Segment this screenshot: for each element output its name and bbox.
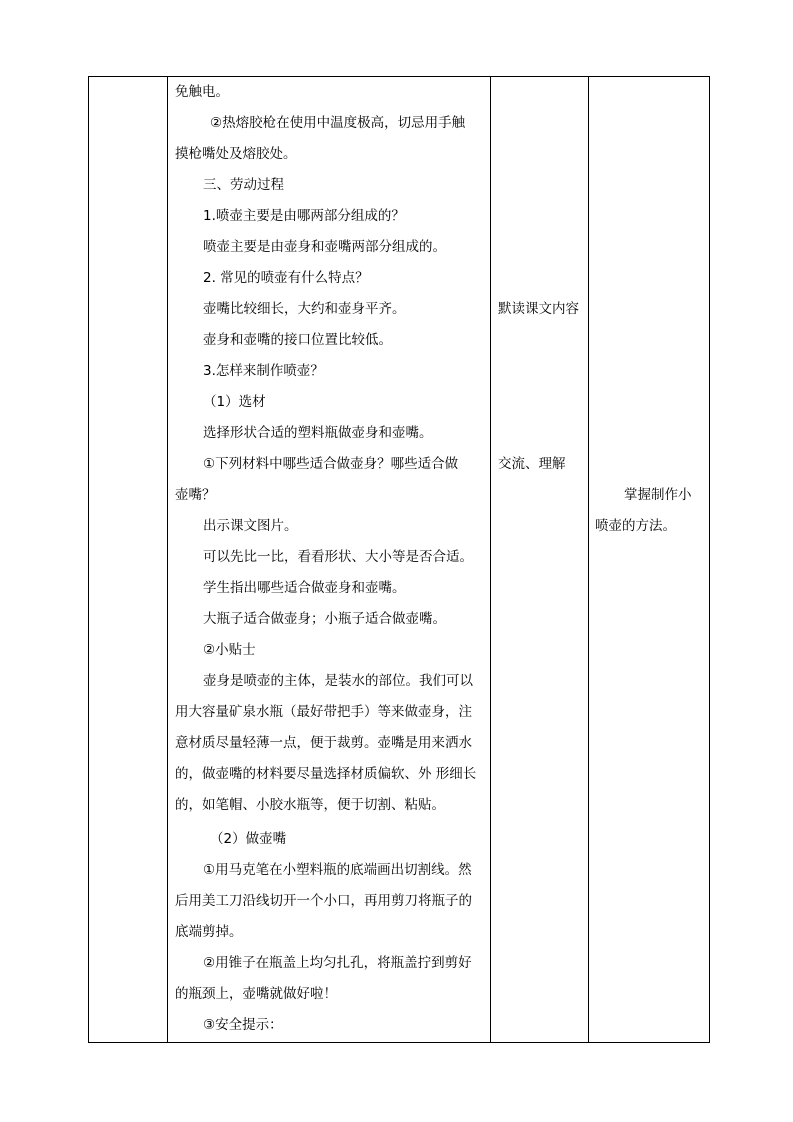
text-line: ③安全提示：	[203, 1017, 283, 1033]
student-activity-cell	[491, 77, 589, 1043]
text-line: 的，做壶嘴的材料要尽量选择材质偏软、外 形细长	[175, 766, 477, 782]
text-line: 喷壶主要是由壶身和壶嘴两部分组成的。	[203, 239, 446, 255]
text-line: ②小贴士	[203, 642, 256, 658]
text-line: 选择形状合适的塑料瓶做壶身和壶嘴。	[203, 425, 433, 441]
text-line: ①下列材料中哪些适合做壶身？哪些适合做	[203, 456, 459, 472]
text-line: 的瓶颈上，壶嘴就做好啦！	[175, 986, 337, 1002]
design-intent-text: 掌握制作小	[624, 487, 692, 503]
text-line: 学生指出哪些适合做壶身和壶嘴。	[203, 580, 406, 596]
table-row	[89, 77, 710, 1043]
text-line: 免触电。	[175, 84, 229, 100]
text-line: 壶嘴？	[175, 487, 216, 503]
text-line: 的，如笔帽、小胶水瓶等，便于切割、粘贴。	[175, 797, 445, 813]
question-line: 1.喷壶主要是由哪两部分组成的？	[203, 208, 405, 224]
text-line: ②用锥子在瓶盖上均匀扎孔，将瓶盖拧到剪好	[203, 955, 472, 971]
text-line: 壶身和壶嘴的接口位置比较低。	[203, 332, 392, 348]
subsection-heading: （2）做壶嘴	[210, 831, 287, 847]
question-line: 3.怎样来制作喷壶？	[203, 363, 324, 379]
text-line: 大瓶子适合做壶身；小瓶子适合做壶嘴。	[203, 611, 446, 627]
lesson-plan-table	[88, 76, 710, 1043]
teaching-process-cell	[168, 77, 491, 1043]
text-line: ①用马克笔在小塑料瓶的底端画出切割线。然	[203, 862, 472, 878]
question-line: 2. 常见的喷壶有什么特点？	[203, 270, 369, 286]
text-line: 用大容量矿泉水瓶（最好带把手）等来做壶身，注	[175, 704, 472, 720]
text-line: 后用美工刀沿线切开一个小口，再用剪刀将瓶子的	[175, 893, 472, 909]
text-line: 壶身是喷壶的主体，是装水的部位。我们可以	[203, 673, 473, 689]
text-line: ②热熔胶枪在使用中温度极高，切忌用手触	[210, 115, 466, 131]
design-intent-text: 喷壶的方法。	[595, 518, 676, 534]
section-heading: 三、劳动过程	[203, 177, 284, 193]
student-activity-item: 交流、理解	[498, 456, 566, 472]
text-line: 可以先比一比，看看形状、大小等是否合适。	[203, 549, 473, 565]
text-line: 意材质尽量轻薄一点，便于裁剪。壶嘴是用来洒水	[175, 735, 472, 751]
blank-column-cell	[89, 77, 168, 1043]
design-intent-cell	[589, 77, 710, 1043]
text-line: 底端剪掉。	[175, 924, 243, 940]
student-activity-item: 默读课文内容	[498, 301, 579, 317]
text-line: 摸枪嘴处及熔胶处。	[175, 146, 297, 162]
text-line: 出示课文图片。	[203, 518, 298, 534]
subsection-heading: （1）选材	[203, 394, 266, 410]
text-line: 壶嘴比较细长，大约和壶身平齐。	[203, 301, 406, 317]
